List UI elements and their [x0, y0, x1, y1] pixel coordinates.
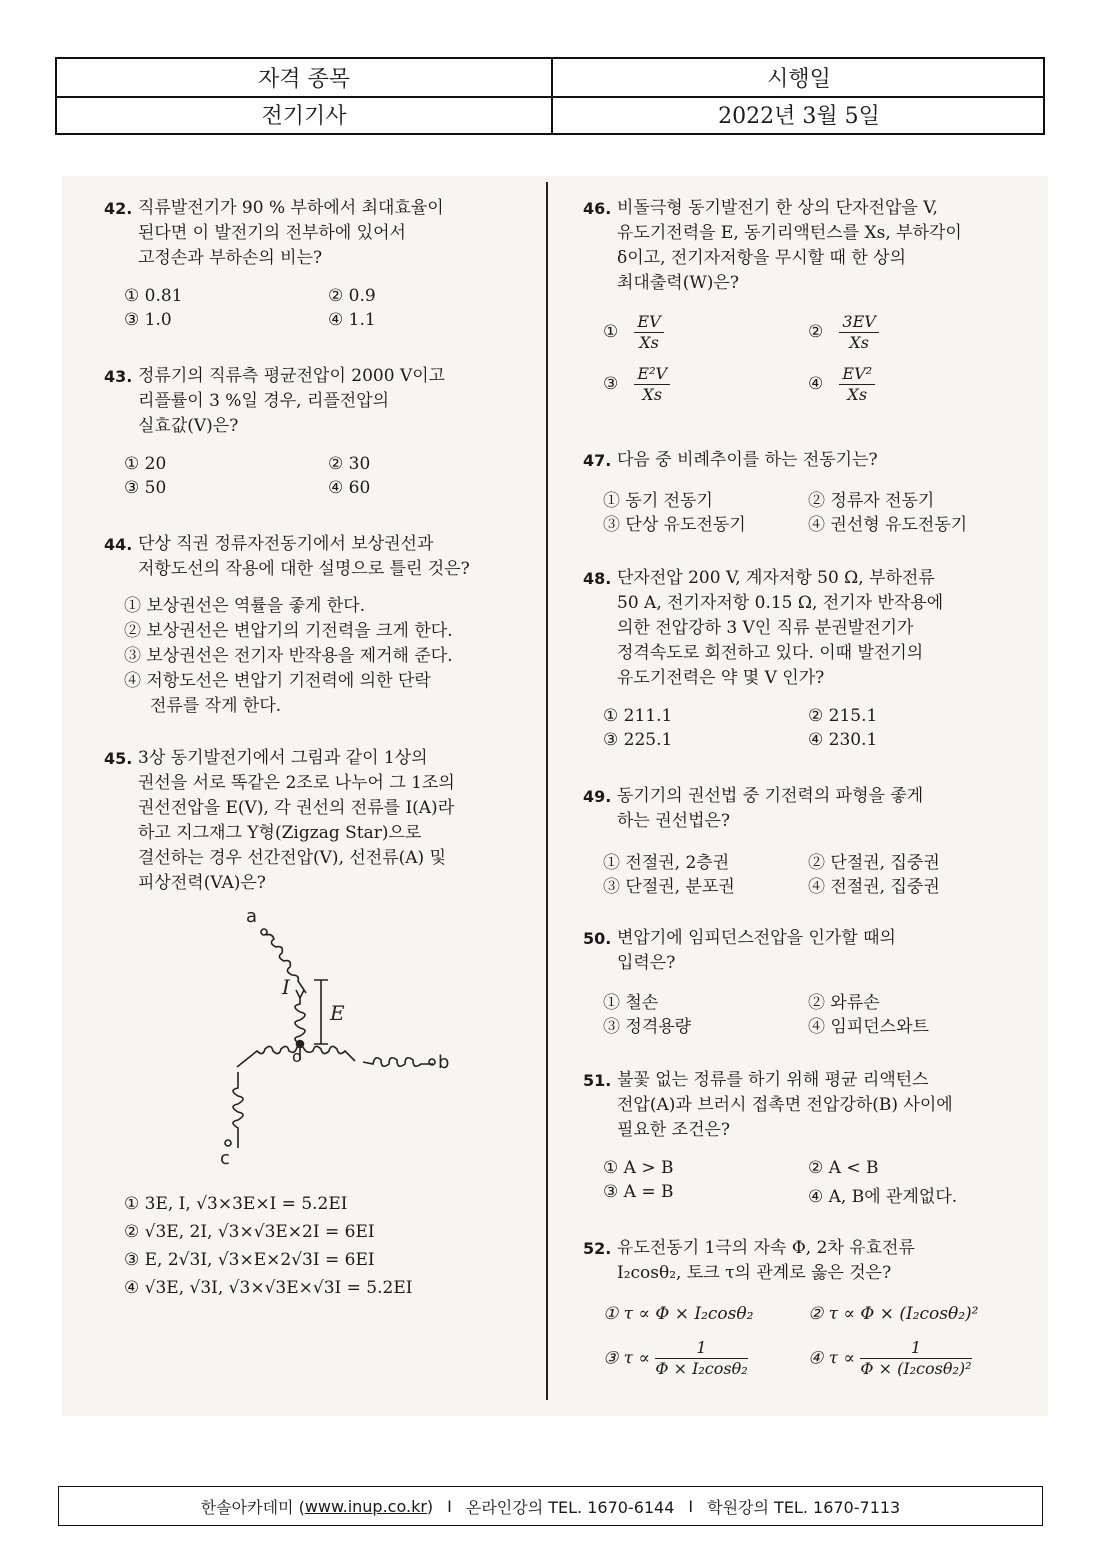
winding-c-inner: [237, 1046, 297, 1067]
numerator: 3EV: [839, 312, 878, 333]
stem-line: 의한 전압강하 3 V인 직류 분권발전기가: [617, 618, 914, 638]
question-number: 44.: [104, 535, 133, 554]
denominator: Φ × (I₂cosθ₂)²: [860, 1359, 972, 1378]
option-4[interactable]: [808, 1338, 972, 1379]
option-2[interactable]: ② 215.1: [808, 706, 878, 726]
header-cell-date-value: 2022년 3월 5일: [718, 104, 880, 129]
label-I: I: [282, 975, 290, 999]
header-cell-date-title: 시행일: [767, 67, 831, 92]
option-4[interactable]: [808, 364, 875, 405]
column-divider: [546, 182, 548, 1400]
fraction: [634, 364, 670, 405]
option-mark: ④: [808, 374, 824, 394]
question-number: 50.: [583, 929, 612, 948]
label-o: o: [292, 1047, 302, 1066]
footer-separator: I: [688, 1496, 694, 1516]
label-c: c: [220, 1148, 230, 1169]
option-mark: ①: [603, 322, 619, 342]
winding-b-outer: [363, 1058, 433, 1067]
label-b: b: [438, 1052, 450, 1073]
footer-academy: 한솔아카데미 (: [200, 1497, 305, 1517]
option-1[interactable]: ① 20: [124, 454, 167, 474]
question-number: 48.: [583, 569, 612, 588]
footer-bar: [58, 1486, 1043, 1526]
option-3[interactable]: ③ 정격용량: [603, 1017, 692, 1037]
question-number: 46.: [583, 199, 612, 218]
question-number: 49.: [583, 787, 612, 806]
option-4[interactable]: ④ 임피던스와트: [808, 1017, 929, 1037]
stem-line: 하고 지그재그 Y형(Zigzag Star)으로: [138, 823, 422, 843]
numerator: 1: [860, 1338, 971, 1359]
question-number: 43.: [104, 367, 133, 386]
question-stem: [138, 196, 444, 271]
fraction: [860, 1338, 971, 1379]
stem-line: 최대출력(W)은?: [617, 273, 739, 293]
option-mark: ②: [808, 322, 824, 342]
stem-line: 권선을 서로 똑같은 2조로 나누어 그 1조의: [138, 773, 455, 793]
question-number: 47.: [583, 451, 612, 470]
stem-line: 하는 권선법은?: [617, 811, 731, 831]
fraction: [634, 312, 663, 353]
question-stem: [138, 364, 445, 439]
winding-b-inner: [303, 1046, 355, 1061]
question-stem: [617, 1068, 953, 1143]
option-2[interactable]: ② A < B: [808, 1158, 879, 1178]
stem-line: 정류기의 직류측 평균전압이 2000 V이고: [138, 366, 446, 386]
stem-line: 결선하는 경우 선간전압(V), 선전류(A) 및: [138, 848, 447, 868]
numerator: EV²: [839, 364, 875, 385]
stem-line: 유도전동기 1극의 자속 Φ, 2차 유효전류: [617, 1238, 915, 1258]
stem-line: 전압(A)과 브러시 접촉면 전압강하(B) 사이에: [617, 1095, 953, 1115]
fraction: [839, 364, 875, 405]
question-stem: [617, 784, 923, 834]
option-4[interactable]: ④ 전절권, 집중권: [808, 877, 940, 897]
label-a: a: [246, 906, 258, 927]
option-2[interactable]: ② 와류손: [808, 993, 880, 1013]
current-arrow: [296, 990, 304, 998]
option-2[interactable]: ② 0.9: [328, 286, 376, 306]
question-number: 51.: [583, 1071, 612, 1090]
stem-line: 유도기전력은 약 몇 V 인가?: [617, 668, 825, 688]
option-list: [124, 594, 453, 719]
stem-line: 실효값(V)은?: [138, 416, 239, 436]
option-3[interactable]: ③ A = B: [603, 1182, 674, 1202]
question-stem: [617, 566, 943, 691]
stem-line: 리플률이 3 %일 경우, 리플전압의: [138, 391, 390, 411]
option-4[interactable]: ④ 230.1: [808, 730, 878, 750]
terminal-c: [225, 1140, 231, 1146]
option-1[interactable]: ① 철손: [603, 993, 659, 1013]
stem-line: 필요한 조건은?: [617, 1120, 731, 1140]
option-1[interactable]: ① A > B: [603, 1158, 674, 1178]
label-E: E: [330, 1001, 345, 1025]
winding-c-outer: [233, 1072, 243, 1148]
option-4[interactable]: ④ 60: [328, 478, 371, 498]
stem-line: I₂cosθ₂, 토크 τ의 관계로 옳은 것은?: [617, 1263, 892, 1283]
stem-line: 권선전압을 E(V), 각 권선의 전류를 I(A)라: [138, 798, 455, 818]
option-1[interactable]: ① 0.81: [124, 286, 183, 306]
stem-line: 입력은?: [617, 953, 676, 973]
question-number: 52.: [583, 1239, 612, 1258]
option-4[interactable]: ④ 저항도선은 변압기 기전력에 의한 단락: [124, 671, 431, 691]
option-2[interactable]: ② 30: [328, 454, 371, 474]
question-stem: [617, 196, 962, 296]
stem-line: 단자전압 200 V, 계자저항 50 Ω, 부하전류: [617, 568, 935, 588]
stem-line: 직류발전기가 90 % 부하에서 최대효율이: [138, 198, 444, 218]
header-row-values: [57, 96, 1043, 133]
option-1[interactable]: [603, 312, 664, 353]
numerator: E²V: [634, 364, 670, 385]
stem-line: 유도기전력을 E, 동기리액턴스를 Xs, 부하각이: [617, 223, 962, 243]
header-row-titles: [57, 59, 1043, 98]
stem-line: 동기기의 권선법 중 기전력의 파형을 좋게: [617, 786, 924, 806]
option-1[interactable]: ① 전절권, 2층권: [603, 853, 730, 873]
denominator: Xs: [847, 385, 868, 404]
stem-line: δ이고, 전기자저항을 무시할 때 한 상의: [617, 248, 906, 268]
option-3[interactable]: ③ 50: [124, 478, 167, 498]
stem-line: 다음 중 비례추이를 하는 전동기는?: [617, 450, 878, 470]
numerator: EV: [634, 312, 663, 333]
denominator: Xs: [642, 385, 663, 404]
option-2[interactable]: ② τ ∝ Φ × (I₂cosθ₂)²: [808, 1304, 979, 1324]
option-4[interactable]: ④ √3E, √3I, √3×√3E×√3I = 5.2EI: [124, 1278, 413, 1298]
question-stem: [617, 926, 896, 976]
stem-line: 불꽃 없는 정류를 하기 위해 평균 리액턴스: [617, 1070, 929, 1090]
footer-offline-tel: 학원강의 TEL. 1670-7113: [707, 1497, 901, 1517]
option-4[interactable]: ④ 권선형 유도전동기: [808, 515, 968, 535]
option-2[interactable]: ② 보상권선은 변압기의 기전력을 크게 한다.: [124, 621, 453, 641]
denominator: Xs: [639, 333, 659, 352]
header-table: [55, 57, 1045, 135]
option-1[interactable]: ① 보상권선은 역률을 좋게 한다.: [124, 596, 366, 616]
footer-close-paren: ): [426, 1496, 434, 1516]
option-3[interactable]: ③ 단절권, 분포권: [603, 877, 735, 897]
option-3[interactable]: ③ 1.0: [124, 310, 172, 330]
option-2[interactable]: [808, 312, 879, 353]
option-3[interactable]: ③ 보상권선은 전기자 반작용을 제거해 준다.: [124, 646, 453, 666]
stem-line: 정격속도로 회전하고 있다. 이때 발전기의: [617, 643, 924, 663]
numerator: 1: [655, 1338, 747, 1359]
stem-line: 저항도선의 작용에 대한 설명으로 틀린 것은?: [138, 559, 470, 579]
voltage-marker: [314, 980, 328, 1044]
option-4[interactable]: ④ 1.1: [328, 310, 376, 330]
stem-line: 50 A, 전기자저항 0.15 Ω, 전기자 반작용에: [617, 593, 944, 613]
option-2[interactable]: ② 단절권, 집중권: [808, 853, 940, 873]
footer-separator: I: [447, 1496, 452, 1516]
option-1[interactable]: ① τ ∝ Φ × I₂cosθ₂: [603, 1304, 754, 1324]
fraction: [839, 312, 878, 353]
option-3[interactable]: ③ 225.1: [603, 730, 673, 750]
question-stem: [138, 746, 455, 896]
terminal-a: [261, 929, 267, 935]
stem-line: 고정손과 부하손의 비는?: [138, 248, 323, 268]
option-mark: ③ τ ∝: [603, 1348, 650, 1369]
header-cell-subject-value: 전기기사: [57, 96, 553, 133]
option-4-continued: 전류를 작게 한다.: [150, 696, 282, 716]
fraction: [655, 1338, 747, 1379]
stem-line: 비돌극형 동기발전기 한 상의 단자전압을 V,: [617, 198, 938, 218]
option-3[interactable]: ③ E, 2√3I, √3×E×2√3I = 6EI: [124, 1250, 375, 1270]
option-mark: ④ τ ∝: [808, 1348, 855, 1369]
question-stem: [138, 532, 470, 582]
option-2[interactable]: ② √3E, 2I, √3×√3E×2I = 6EI: [124, 1222, 375, 1242]
option-4[interactable]: ④ A, B에 관계없다.: [808, 1187, 958, 1207]
question-number: 45.: [104, 749, 133, 768]
footer-url-link[interactable]: www.inup.co.kr: [304, 1496, 427, 1516]
stem-line: 피상전력(VA)은?: [138, 873, 266, 893]
option-3[interactable]: ③ 단상 유도전동기: [603, 515, 746, 535]
question-stem: [617, 448, 878, 473]
option-list: [124, 1190, 412, 1302]
option-1[interactable]: ① 동기 전동기: [603, 491, 713, 511]
header-cell-subject-title: 자격 종목: [57, 59, 553, 96]
denominator: Φ × I₂cosθ₂: [655, 1359, 748, 1378]
option-2[interactable]: ② 정류자 전동기: [808, 491, 935, 511]
option-3[interactable]: [603, 1338, 748, 1379]
stem-line: 3상 동기발전기에서 그림과 같이 1상의: [138, 748, 428, 768]
zigzag-star-diagram: [210, 902, 460, 1172]
question-stem: [617, 1236, 915, 1286]
option-1[interactable]: ① 211.1: [603, 706, 673, 726]
stem-line: 된다면 이 발전기의 전부하에 있어서: [138, 223, 406, 243]
stem-line: 변압기에 임피던스전압을 인가할 때의: [617, 928, 896, 948]
footer-online-tel: 온라인강의 TEL. 1670-6144: [465, 1497, 675, 1517]
question-number: 42.: [104, 199, 133, 218]
denominator: Xs: [849, 333, 869, 352]
option-mark: ③: [603, 374, 619, 394]
option-3[interactable]: [603, 364, 670, 405]
stem-line: 단상 직권 정류자전동기에서 보상권선과: [138, 534, 434, 554]
option-1[interactable]: ① 3E, I, √3×3E×I = 5.2EI: [124, 1194, 348, 1214]
